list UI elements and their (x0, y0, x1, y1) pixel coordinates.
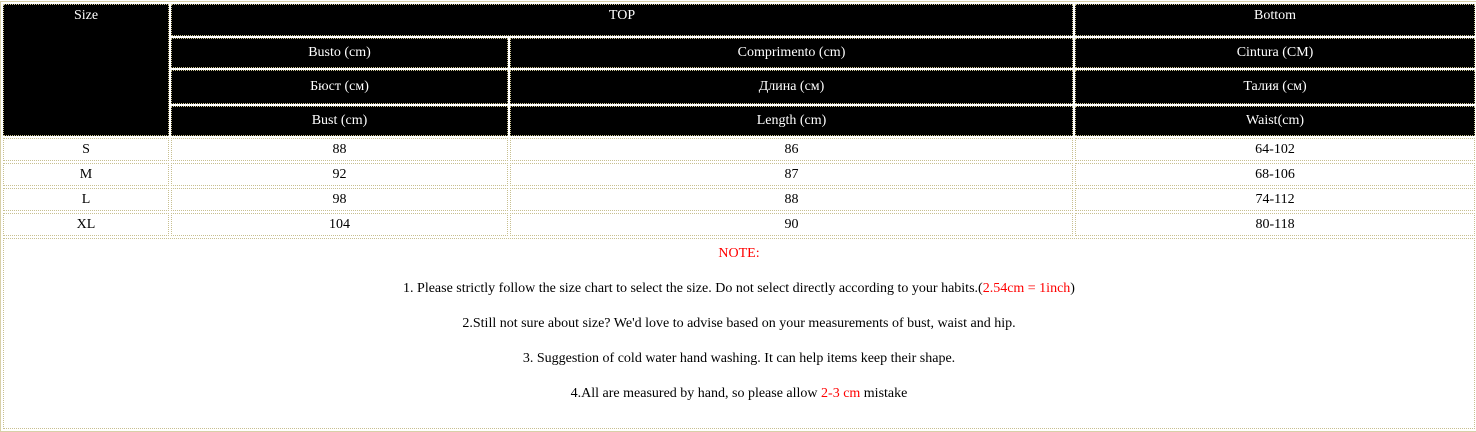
note-line-1-end: ) (1070, 281, 1075, 296)
waist-cell: 80-118 (1075, 213, 1475, 236)
waist-cell: 68-106 (1075, 163, 1475, 186)
length-header-russian: Длина (см) (510, 70, 1073, 104)
bust-cell: 98 (171, 188, 508, 211)
waist-cell: 64-102 (1075, 138, 1475, 161)
length-header-english: Length (cm) (510, 106, 1073, 136)
bust-header-russian: Бюст (см) (171, 70, 508, 104)
length-cell: 90 (510, 213, 1073, 236)
note-line-1 (4, 281, 1474, 297)
note-line-4-end: mistake (860, 386, 908, 401)
table-row (3, 213, 1475, 236)
note-line-4 (4, 386, 1474, 402)
bottom-header: Bottom (1075, 4, 1475, 36)
length-cell: 86 (510, 138, 1073, 161)
waist-header-italian: Cintura (CM) (1075, 38, 1475, 68)
bust-header-italian: Busto (cm) (171, 38, 508, 68)
note-title: NOTE: (718, 246, 760, 261)
bust-cell: 92 (171, 163, 508, 186)
length-cell: 88 (510, 188, 1073, 211)
waist-cell: 74-112 (1075, 188, 1475, 211)
length-cell: 87 (510, 163, 1073, 186)
size-header: Size (3, 4, 169, 136)
top-header: TOP (171, 4, 1073, 36)
waist-header-english: Waist(cm) (1075, 106, 1475, 136)
size-cell: S (3, 138, 169, 161)
bust-cell: 104 (171, 213, 508, 236)
note-line-1-highlight: 2.54cm = 1inch (982, 281, 1071, 296)
size-cell: L (3, 188, 169, 211)
note-line-1-text: 1. Please strictly follow the size chart to select the size. Do not select directly according to your habits.( (403, 281, 983, 296)
waist-header-russian: Талия (см) (1075, 70, 1475, 104)
length-header-italian: Comprimento (cm) (510, 38, 1073, 68)
note-line-4-highlight: 2-3 cm (821, 386, 861, 401)
size-cell: M (3, 163, 169, 186)
size-chart-table (0, 1, 1476, 432)
size-cell: XL (3, 213, 169, 236)
note-line-2: 2.Still not sure about size? We'd love to advise based on your measurements of bust, waist and hip. (462, 316, 1016, 331)
note-line-4-text: 4.All are measured by hand, so please allow (570, 386, 822, 401)
table-row (3, 163, 1475, 186)
note-line-3: 3. Suggestion of cold water hand washing. It can help items keep their shape. (522, 351, 956, 366)
table-row (3, 138, 1475, 161)
bust-header-english: Bust (cm) (171, 106, 508, 136)
notes-section (3, 238, 1475, 429)
bust-cell: 88 (171, 138, 508, 161)
table-row (3, 188, 1475, 211)
